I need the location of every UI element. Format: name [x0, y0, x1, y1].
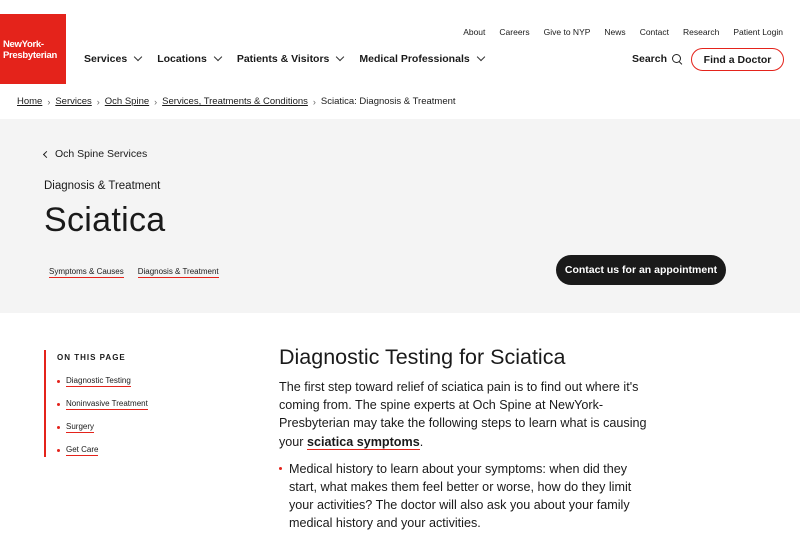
back-link-label: Och Spine Services: [55, 148, 148, 160]
anchor-symptoms-causes[interactable]: Symptoms & Causes: [49, 267, 124, 276]
toc-link-get-care[interactable]: Get Care: [66, 445, 99, 454]
utility-link-news[interactable]: News: [604, 27, 626, 37]
bullet-icon: [57, 403, 60, 406]
toc-link-diagnostic-testing[interactable]: Diagnostic Testing: [66, 376, 131, 385]
logo-line-2: Presbyterian: [3, 50, 57, 61]
utility-link-contact[interactable]: Contact: [639, 27, 669, 37]
utility-link-patient-login[interactable]: Patient Login: [733, 27, 783, 37]
logo-line-1: NewYork-: [3, 39, 44, 50]
toc-item-noninvasive-treatment: [57, 399, 148, 410]
main-content: [279, 345, 649, 533]
chevron-down-icon: [476, 53, 484, 61]
breadcrumb-services-treatments[interactable]: Services, Treatments & Conditions: [162, 96, 308, 107]
nav-services[interactable]: [84, 53, 141, 65]
toc-link-surgery[interactable]: Surgery: [66, 422, 95, 431]
intro-end: .: [419, 434, 424, 449]
toc-title: ON THIS PAGE: [57, 353, 126, 362]
bullet-icon: [57, 426, 60, 429]
breadcrumb: [17, 96, 456, 107]
breadcrumb-current: Sciatica: Diagnosis & Treatment: [320, 96, 456, 107]
search-icon: [672, 54, 682, 64]
page-eyebrow: Diagnosis & Treatment: [44, 180, 161, 192]
nav-medical-professionals[interactable]: [359, 53, 483, 65]
intro-text: The first step toward relief of sciatica pain is to find out where it's coming from. The spine experts at Och Spine at NewYork-Presbyterian may take the following steps to learn what is causing your: [279, 380, 647, 449]
nav-locations[interactable]: [157, 53, 221, 65]
breadcrumb-home[interactable]: Home: [17, 96, 43, 107]
list-item: Medical history to learn about your symptoms: when did they start, what makes them feel better or worse, how do they limit your activities? The doctor will also ask you about your family medical history and your activities.: [279, 460, 649, 533]
section-title: Diagnostic Testing for Sciatica: [279, 345, 566, 369]
nav-locations-label: Locations: [157, 53, 207, 65]
breadcrumb-och-spine[interactable]: Och Spine: [104, 96, 150, 107]
chevron-right-icon: ›: [312, 96, 316, 107]
bullet-icon: [57, 380, 60, 383]
toc-item-get-care: [57, 445, 98, 456]
search-label: Search: [632, 53, 668, 65]
nav-patients-visitors[interactable]: [237, 53, 344, 65]
sciatica-symptoms-link[interactable]: sciatica symptoms: [307, 434, 420, 449]
chevron-right-icon: ›: [154, 96, 158, 107]
contact-appointment-button[interactable]: Contact us for an appointment: [556, 255, 726, 285]
nyp-logo[interactable]: [0, 14, 66, 84]
anchor-diagnosis-treatment[interactable]: Diagnosis & Treatment: [137, 267, 219, 276]
toc-link-noninvasive-treatment[interactable]: Noninvasive Treatment: [66, 399, 148, 408]
toc-item-diagnostic-testing: [57, 376, 131, 387]
nav-medical-professionals-label: Medical Professionals: [359, 53, 470, 65]
chevron-right-icon: ›: [96, 96, 100, 107]
diagnostic-steps-list: [279, 460, 649, 533]
chevron-right-icon: ›: [47, 96, 51, 107]
back-link[interactable]: [44, 148, 147, 160]
on-this-page-nav: [44, 350, 184, 457]
chevron-down-icon: [134, 53, 142, 61]
utility-link-give[interactable]: Give to NYP: [543, 27, 591, 37]
intro-paragraph: [279, 378, 649, 451]
main-nav: [84, 53, 484, 65]
utility-link-about[interactable]: About: [463, 27, 486, 37]
nav-services-label: Services: [84, 53, 128, 65]
page-title: Sciatica: [44, 201, 166, 239]
nav-patients-visitors-label: Patients & Visitors: [236, 53, 330, 65]
search-button[interactable]: [632, 53, 682, 65]
chevron-down-icon: [336, 53, 344, 61]
chevron-down-icon: [214, 53, 222, 61]
find-a-doctor-button[interactable]: Find a Doctor: [691, 48, 784, 71]
utility-link-careers[interactable]: Careers: [499, 27, 530, 37]
utility-nav: [463, 27, 783, 37]
anchor-links: [49, 267, 219, 278]
hero-banner: [0, 119, 800, 313]
bullet-icon: [57, 449, 60, 452]
utility-link-research[interactable]: Research: [682, 27, 720, 37]
toc-item-surgery: [57, 422, 94, 433]
logo-wordmark: [3, 39, 57, 61]
breadcrumb-services[interactable]: Services: [55, 96, 92, 107]
chevron-left-icon: [43, 150, 50, 157]
